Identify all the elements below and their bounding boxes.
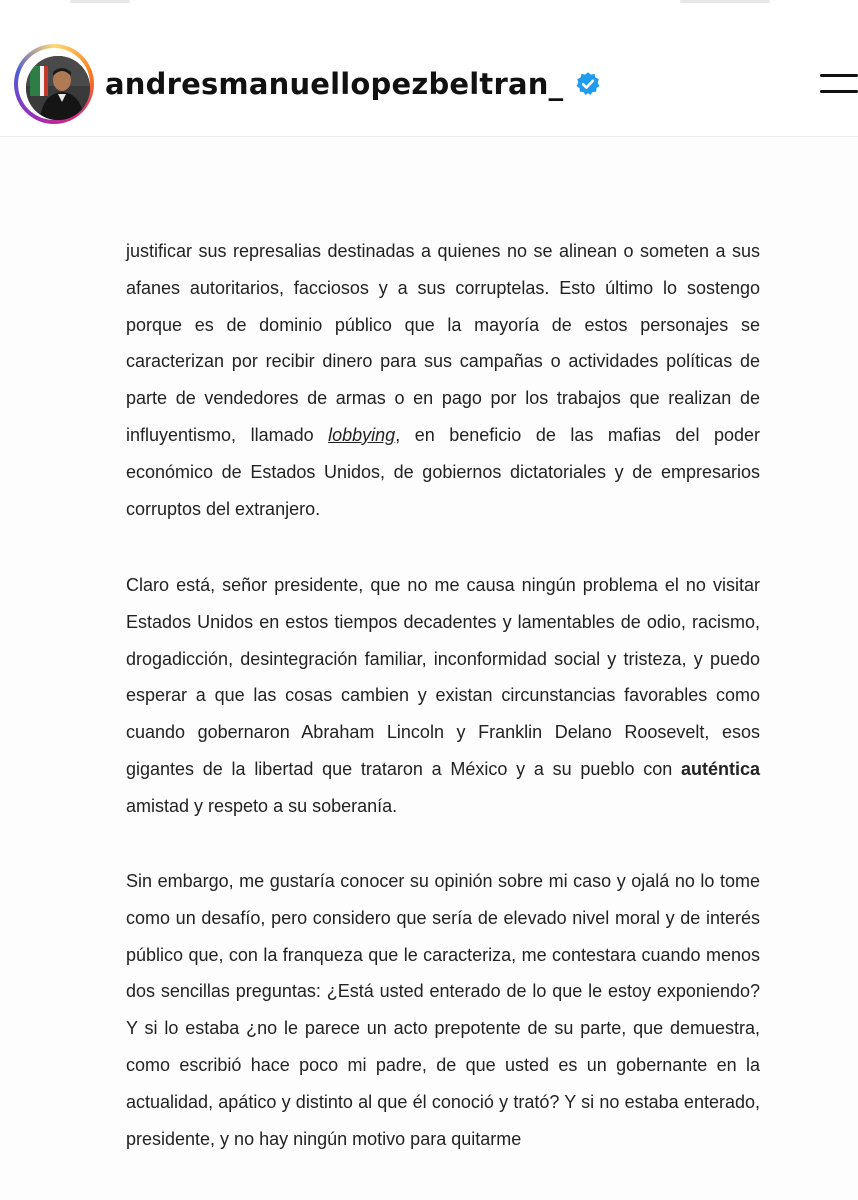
top-ghost-bar bbox=[680, 0, 770, 3]
verified-badge-icon bbox=[575, 71, 601, 97]
username[interactable]: andresmanuellopezbeltran_ bbox=[105, 67, 564, 101]
top-strip bbox=[0, 0, 858, 10]
paragraph-2-bold: auténtica bbox=[680, 758, 760, 779]
avatar-image bbox=[26, 56, 90, 120]
paragraph-2-text: Claro está, señor presidente, que no me causa ningún problema el no visitar Estados Unidos en estos tiempos decadentes y lamentables de odio, racismo, drogadicción, desintegración familiar, inconformidad social y tristeza, y puedo esperar a que las cosas cambien y existan circunstancias favorables como cuando gobernaron Abraham Lincoln y Franklin Delano Roosevelt, esos gigantes de la libertad que trataron a México y a su pueblo con bbox=[126, 575, 760, 779]
username-row bbox=[105, 64, 601, 104]
story-ring[interactable] bbox=[14, 44, 94, 124]
avatar-gap bbox=[18, 48, 90, 120]
paragraph-1-emphasis: lobbying bbox=[328, 424, 396, 445]
profile-header bbox=[0, 30, 858, 137]
paragraph-3: Sin embargo, me gustaría conocer su opinión sobre mi caso y ojalá no lo tome como un desafío, pero considero que sería de elevado nivel moral y de interés público que, con la franqueza que le caracteriza, me contestara cuando menos dos sencillas preguntas: ¿Está usted enterado de lo que le estoy exponiendo? Y si lo estaba ¿no le parece un acto prepotente de su parte, que demuestra, como escribió hace poco mi padre, de que usted es un gobernante en la actualidad, apático y distinto al que él conoció y trató? Y si no estaba enterado, presidente, y no hay ningún motivo para quitarme bbox=[126, 871, 760, 1149]
paragraph-2 bbox=[126, 567, 760, 825]
paragraph-1-text-end: , en beneficio de las mafias del poder económico de Estados Unidos, de gobiernos dictatoriales y de empresarios corruptos del extranjero. bbox=[126, 424, 760, 519]
menu-line bbox=[820, 74, 858, 77]
top-ghost-bar bbox=[70, 0, 130, 3]
paragraph-1 bbox=[126, 233, 760, 527]
document-page bbox=[0, 137, 858, 1200]
paragraph-2-text-end: amistad y respeto a su soberanía. bbox=[126, 795, 398, 816]
menu-icon[interactable] bbox=[818, 70, 858, 100]
paragraph-1-text: justificar sus represalias destinadas a quienes no se alinean o someten a sus afanes autoritarios, facciosos y a sus corruptelas. Esto último lo sostengo porque es de dominio público que la mayoría de estos personajes se caracterizan por recibir dinero para sus campañas o actividades políticas de parte de vendedores de armas o en pago por los trabajos que realizan de influyentismo, llamado bbox=[126, 241, 760, 445]
menu-line bbox=[820, 90, 858, 93]
avatar[interactable] bbox=[26, 56, 90, 120]
